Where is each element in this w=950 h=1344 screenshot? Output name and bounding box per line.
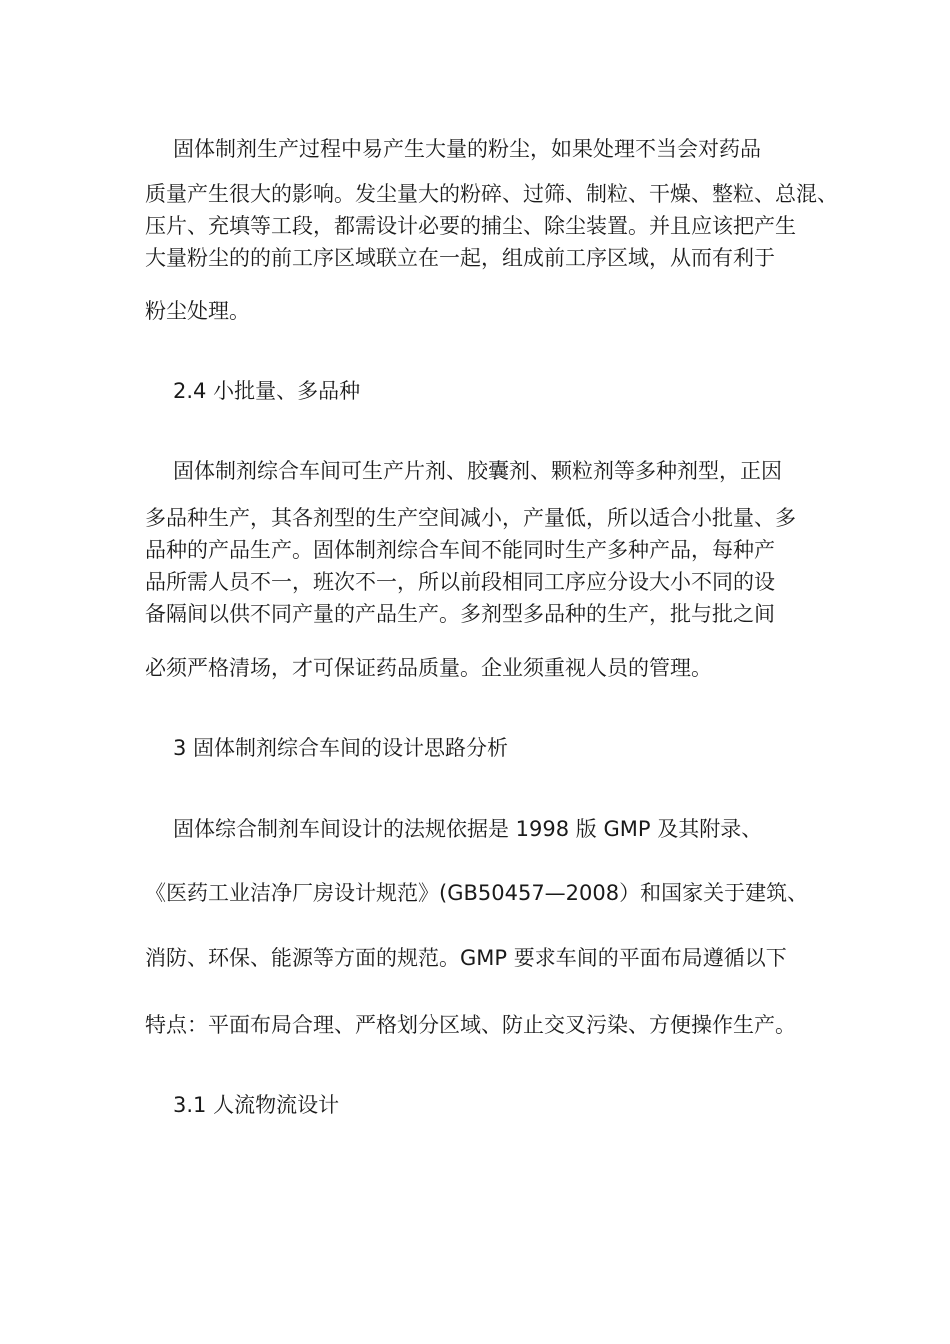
paragraph-2-line-5: 备隔间以供不同产量的产品生产。多剂型多品种的生产，批与批之间	[145, 602, 775, 626]
paragraph-2-line-2: 多品种生产，其各剂型的生产空间减小，产量低，所以适合小批量、多	[145, 506, 796, 530]
section-heading-3-1: 3.1 人流物流设计	[173, 1093, 340, 1117]
paragraph-3-line-2: 《医药工业洁净厂房设计规范》(GB50457—2008）和国家关于建筑、	[145, 881, 809, 905]
paragraph-3-line-4: 特点：平面布局合理、严格划分区域、防止交叉污染、方便操作生产。	[145, 1013, 796, 1037]
paragraph-2-line-1: 固体制剂综合车间可生产片剂、胶囊剂、颗粒剂等多种剂型，正因	[173, 459, 782, 483]
paragraph-3-line-3: 消防、环保、能源等方面的规范。GMP 要求车间的平面布局遵循以下	[145, 946, 787, 970]
paragraph-3-line-1: 固体综合制剂车间设计的法规依据是 1998 版 GMP 及其附录、	[173, 817, 763, 841]
paragraph-2-line-6: 必须严格清场，才可保证药品质量。企业须重视人员的管理。	[145, 656, 712, 680]
paragraph-2-line-3: 品种的产品生产。固体制剂综合车间不能同时生产多种产品，每种产	[145, 538, 775, 562]
paragraph-1-line-5: 粉尘处理。	[145, 299, 250, 323]
section-heading-3: 3 固体制剂综合车间的设计思路分析	[173, 736, 509, 760]
paragraph-1-line-4: 大量粉尘的的前工序区域联立在一起，组成前工序区域，从而有利于	[145, 246, 775, 270]
paragraph-1-line-1: 固体制剂生产过程中易产生大量的粉尘，如果处理不当会对药品	[173, 137, 761, 161]
section-heading-2-4: 2.4 小批量、多品种	[173, 379, 361, 403]
paragraph-2-line-4: 品所需人员不一，班次不一，所以前段相同工序应分设大小不同的设	[145, 570, 775, 594]
paragraph-1-line-2: 质量产生很大的影响。发尘量大的粉碎、过筛、制粒、干燥、整粒、总混、	[145, 182, 838, 206]
paragraph-1-line-3: 压片、充填等工段，都需设计必要的捕尘、除尘装置。并且应该把产生	[145, 214, 796, 238]
